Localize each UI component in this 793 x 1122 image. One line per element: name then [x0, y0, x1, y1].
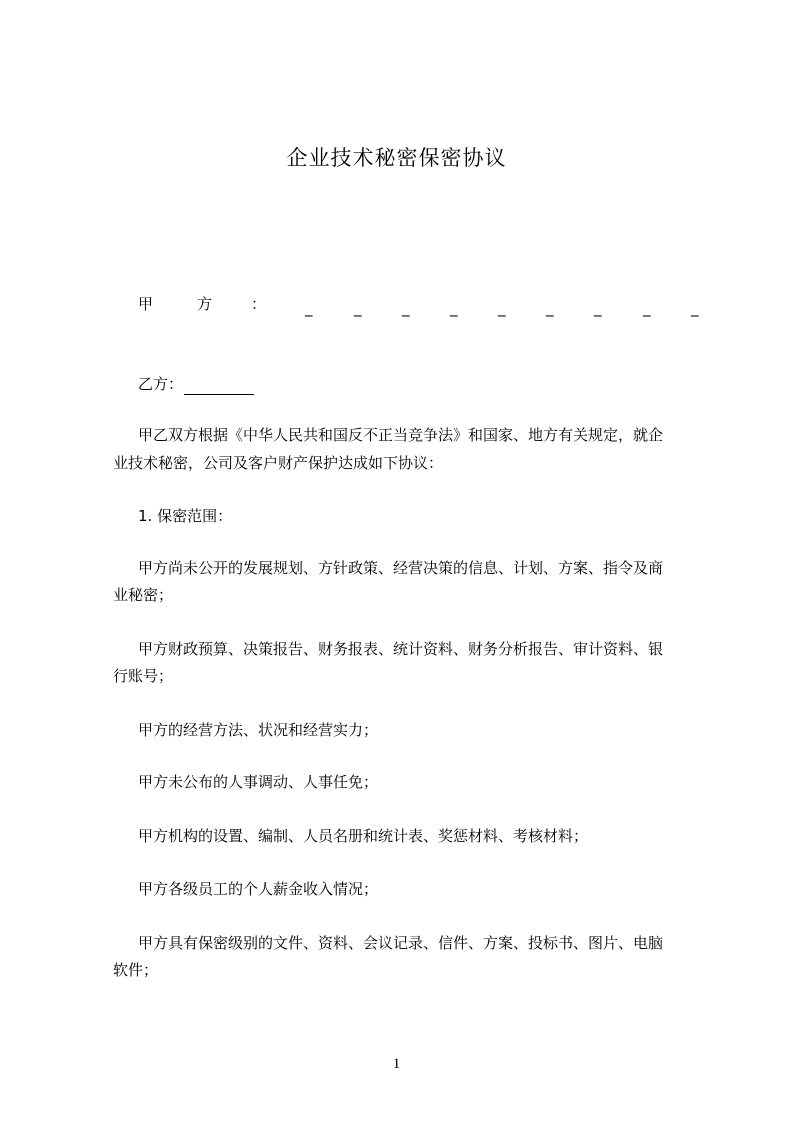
clause-line: 业秘密； — [113, 586, 174, 604]
party-a-blank: _ — [643, 299, 651, 317]
party-b-blank-underline — [184, 376, 254, 395]
clause-line: 甲方财政预算、决策报告、财务报表、统计资料、财务分析报告、审计资料、银 — [138, 640, 664, 658]
clause-line: 甲方未公布的人事调动、人事任免； — [138, 773, 379, 791]
clause-line: 行账号； — [113, 667, 174, 685]
clause-line: 甲方的经营方法、状况和经营实力； — [138, 721, 379, 739]
party-a-blank: _ — [498, 299, 506, 317]
party-a-line — [138, 293, 704, 317]
party-b-label: 乙方： — [138, 375, 184, 393]
intro-paragraph-line: 业技术秘密，公司及客户财产保护达成如下协议： — [113, 454, 444, 472]
clause-line: 软件； — [113, 961, 159, 979]
party-a-blank: _ — [354, 299, 362, 317]
party-a-blank: _ — [402, 299, 410, 317]
party-a-label-char: 甲 — [138, 295, 154, 313]
party-a-label-char: 方 — [197, 295, 213, 313]
clause-line: 甲方尚未公开的发展规划、方针政策、经营决策的信息、计划、方案、指令及商 — [138, 559, 664, 577]
clause-line: 甲方具有保密级别的文件、资料、会议记录、信件、方案、投标书、图片、电脑 — [138, 934, 664, 952]
section-heading: 1. 保密范围： — [138, 507, 233, 525]
party-a-blank: _ — [691, 299, 699, 317]
party-a-blank: _ — [450, 299, 458, 317]
party-a-label-char: ： — [251, 295, 267, 313]
party-a-blank: _ — [305, 299, 313, 317]
party-a-blank: _ — [546, 299, 554, 317]
intro-paragraph-line: 甲乙双方根据《中华人民共和国反不正当竞争法》和国家、地方有关规定，就企 — [138, 426, 664, 444]
page-number: 1 — [392, 1056, 401, 1072]
party-b-line — [138, 373, 254, 395]
document-title: 企业技术秘密保密协议 — [286, 146, 507, 170]
party-a-blank: _ — [594, 299, 602, 317]
clause-line: 甲方机构的设置、编制、人员名册和统计表、奖惩材料、考核材料； — [138, 827, 589, 845]
clause-line: 甲方各级员工的个人薪金收入情况； — [138, 880, 379, 898]
